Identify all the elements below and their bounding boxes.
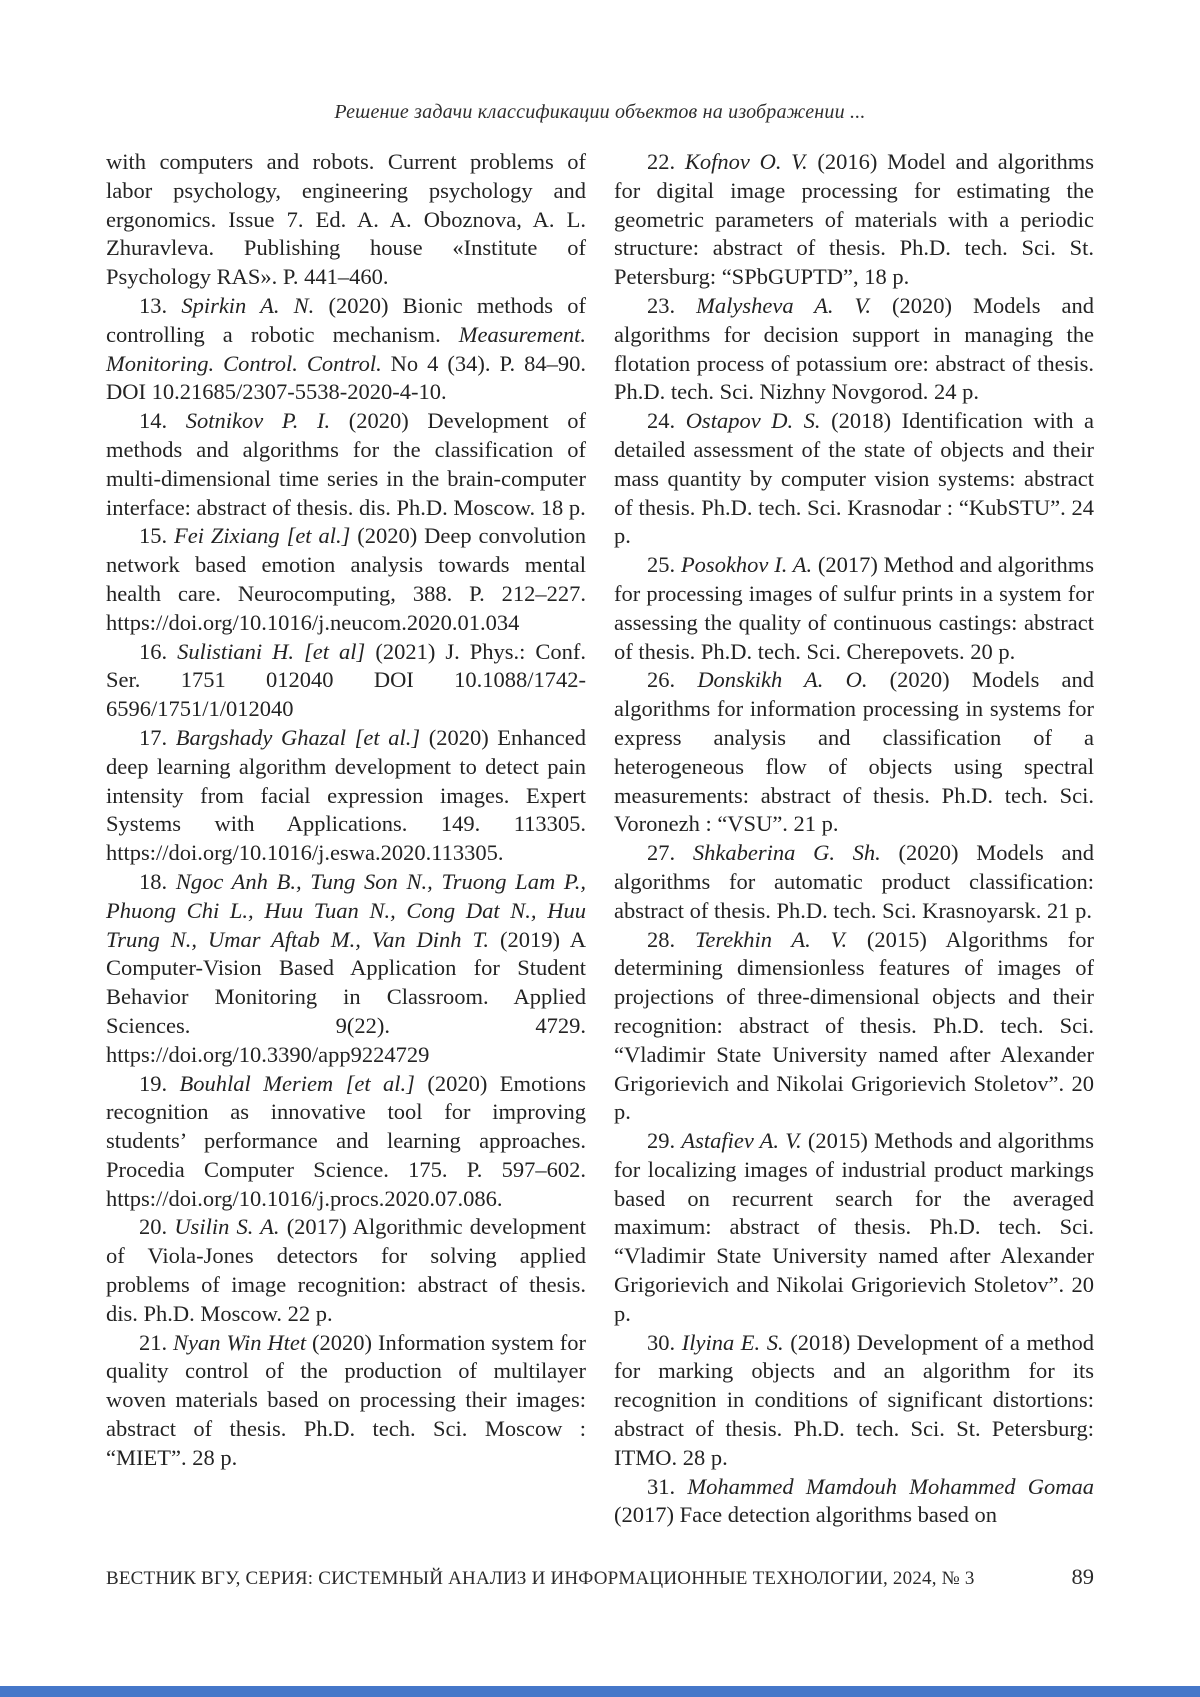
- reference-item: [106, 724, 586, 868]
- reference-item: [106, 1213, 586, 1328]
- reference-authors: Ostapov D. S.: [685, 408, 821, 434]
- reference-text: 19.: [139, 1070, 180, 1096]
- bottom-accent-bar: [0, 1686, 1200, 1697]
- reference-authors: Astafiev A. V.: [681, 1128, 802, 1154]
- references-content: [106, 148, 1094, 1530]
- reference-text: (2015) Methods and algorithms for localizing images of industrial product markings based on recurrent search for the averaged maximum: abstract of thesis. Ph.D. tech. Sci. “Vladimir State University named after Alexander Grigorievich and Nikolai Grigorievich Stoletov”. 20 p.: [614, 1128, 1094, 1326]
- reference-text: 28.: [647, 926, 695, 952]
- journal-title-line: ВЕСТНИК ВГУ, СЕРИЯ: СИСТЕМНЫЙ АНАЛИЗ И ИНФОРМАЦИОННЫЕ ТЕХНОЛОГИИ, 2024, № 3: [106, 1568, 975, 1589]
- reference-text: 20.: [139, 1214, 175, 1240]
- reference-text: 31.: [647, 1473, 688, 1499]
- reference-authors: Measurement. Monitoring. Control. Control.: [106, 321, 586, 376]
- reference-text: (2017) Method and algorithms for processing images of sulfur prints in a system for assessing the quality of continuous castings: abstract of thesis. Ph.D. tech. Sci. Cherepovets. 20 p.: [614, 552, 1094, 664]
- reference-text: 16.: [139, 638, 178, 664]
- reference-item: [106, 868, 586, 1070]
- reference-text: 23.: [647, 292, 697, 318]
- reference-text: (2020) Emotions recognition as innovative tool for improving students’ performance and learning approaches. Procedia Computer Science. 175. P. 597–602. https://doi.org/10.1016/j.procs.2020.07.086.: [106, 1070, 586, 1211]
- reference-authors: Ilyina E. S.: [681, 1329, 784, 1355]
- reference-item: [614, 292, 1094, 407]
- reference-text: (2020) Information system for quality control of the production of multilayer woven materials based on processing their images: abstract of thesis. Ph.D. tech. Sci. Moscow : “MIET”. 28 p.: [106, 1329, 586, 1470]
- reference-text: 17.: [139, 724, 176, 750]
- reference-item: [614, 926, 1094, 1128]
- page-number: 89: [1071, 1564, 1094, 1589]
- reference-text: 25.: [647, 552, 681, 578]
- reference-authors: Sotnikov P. I.: [185, 408, 331, 434]
- reference-authors: Spirkin A. N.: [181, 292, 315, 318]
- reference-authors: Nyan Win Htet: [173, 1329, 307, 1355]
- reference-text: 29.: [647, 1128, 682, 1154]
- reference-text: (2020) Models and algorithms for decision support in managing the flotation process of potassium ore: abstract of thesis. Ph.D. tech. Sci. Nizhny Novgorod. 24 p.: [614, 292, 1094, 405]
- reference-text: (2020) Development of methods and algorithms for the classification of multi-dimensional time series in the brain-computer interface: abstract of thesis. dis. Ph.D. Moscow. 18 p.: [106, 408, 587, 520]
- reference-item: [614, 666, 1094, 839]
- reference-text: 22.: [647, 149, 685, 174]
- reference-text: (2020) Enhanced deep learning algorithm development to detect pain intensity from facial expression images. Expert Systems with Applications. 149. 113305. https://doi.org/10.1016/j.eswa.2020.113305.: [106, 724, 586, 866]
- reference-authors: Usilin S. A.: [174, 1214, 280, 1240]
- reference-authors: Shkaberina G. Sh.: [692, 840, 881, 866]
- reference-authors: Mohammed Mamdouh Mohammed Gomaa: [687, 1473, 1094, 1499]
- reference-text: (2017) Algorithmic development of Viola-Jones detectors for solving applied problems of image recognition: abstract of thesis. dis. Ph.D. Moscow. 22 p.: [106, 1214, 586, 1326]
- reference-authors: Bouhlal Meriem [et al.]: [179, 1070, 415, 1096]
- reference-text: 26.: [647, 667, 698, 693]
- reference-authors: Terekhin A. V.: [694, 926, 848, 952]
- reference-text: (2020) Bionic methods of controlling a robotic mechanism.: [106, 292, 586, 347]
- references-column-right: [614, 148, 1094, 1530]
- reference-item: [106, 292, 586, 407]
- reference-text: (2021) J. Phys.: Conf. Ser. 1751 012040 DOI 10.1088/1742-6596/1751/1/012040: [106, 638, 587, 722]
- reference-item: [106, 148, 586, 292]
- reference-item: [614, 551, 1094, 666]
- reference-authors: Bargshady Ghazal [et al.]: [175, 724, 421, 750]
- reference-item: [614, 1127, 1094, 1329]
- reference-text: No 4 (34). P. 84–90. DOI 10.21685/2307-5538-2020-4-10.: [106, 350, 586, 405]
- reference-text: (2020) Deep convolution network based emotion analysis towards mental health care. Neurocomputing, 388. P. 212–227. https://doi.org/10.1016/j.neucom.2020.01.034: [106, 523, 586, 635]
- reference-authors: Donskikh A. O.: [697, 667, 868, 693]
- reference-authors: Sulistiani H. [et al]: [177, 638, 366, 664]
- reference-text: (2015) Algorithms for determining dimensionless features of images of projections of three-dimensional objects and their recognition: abstract of thesis. Ph.D. tech. Sci. “Vladimir State University named after Alexander Grigorievich and Nikolai Grigorievich Stoletov”. 20 p.: [614, 926, 1094, 1125]
- reference-text: (2020) Models and algorithms for automatic product classification: abstract of thesis. Ph.D. tech. Sci. Krasnoyarsk. 21 p.: [614, 840, 1094, 923]
- reference-text: (2016) Model and algorithms for digital image processing for estimating the geometric parameters of materials with a periodic structure: abstract of thesis. Ph.D. tech. Sci. St. Petersburg: “SPbGUPTD”, 18 p.: [614, 149, 1095, 290]
- reference-text: (2018) Development of a method for marking objects and an algorithm for its recognition in conditions of significant distortions: abstract of thesis. Ph.D. tech. Sci. St. Petersburg: ITMO. 28 p.: [614, 1329, 1094, 1470]
- reference-text: (2017) Face detection algorithms based on: [614, 1502, 998, 1528]
- reference-item: [614, 1329, 1094, 1473]
- reference-text: 18.: [139, 868, 176, 894]
- reference-text: 13.: [139, 292, 182, 318]
- reference-item: [614, 839, 1094, 925]
- reference-text: 30.: [647, 1329, 682, 1355]
- reference-item: [106, 1329, 586, 1473]
- reference-text: (2018) Identification with a detailed assessment of the state of objects and their mass quantity by computer vision systems: abstract of thesis. Ph.D. tech. Sci. Krasnodar : “KubSTU”. 24 p.: [614, 408, 1094, 549]
- reference-authors: Ngoc Anh B., Tung Son N., Truong Lam P., Phuong Chi L., Huu Tuan N., Cong Dat N., Huu Trung N., Umar Aftab M., Van Dinh T.: [106, 868, 586, 952]
- reference-item: [106, 1070, 586, 1214]
- reference-text: 27.: [647, 840, 693, 866]
- reference-text: (2020) Models and algorithms for information processing in systems for express analysis and classification of a heterogeneous flow of objects using spectral measurements: abstract of thesis. Ph.D. tech. Sci. Voronezh : “VSU”. 21 p.: [614, 667, 1094, 837]
- reference-authors: Malysheva A. V.: [696, 292, 872, 318]
- reference-item: [106, 638, 586, 724]
- reference-text: 24.: [647, 408, 686, 434]
- reference-text: (2019) A Computer-Vision Based Application for Student Behavior Monitoring in Classroom. Applied Sciences. 9(22). 4729. https://doi.org/10.3390/app9224729: [106, 926, 587, 1067]
- reference-authors: Posokhov I. A.: [680, 552, 813, 578]
- reference-item: [614, 148, 1094, 292]
- reference-item: [106, 407, 586, 522]
- page-footer: [106, 1564, 1094, 1590]
- reference-authors: Fei Zixiang [et al.]: [174, 523, 351, 549]
- reference-item: [614, 1473, 1094, 1531]
- reference-authors: Kofnov O. V.: [684, 149, 808, 174]
- reference-text: with computers and robots. Current problems of labor psychology, engineering psychology and ergonomics. Issue 7. Ed. A. A. Oboznova, A. L. Zhuravleva. Publishing house «Institute of Psychology RAS». P. 441–460.: [106, 149, 586, 290]
- reference-text: 14.: [139, 408, 186, 434]
- references-column-left: [106, 148, 586, 1530]
- reference-item: [614, 407, 1094, 551]
- running-head: Решение задачи классификации объектов на изображении ...: [334, 101, 866, 123]
- reference-item: [106, 522, 586, 637]
- reference-text: 15.: [139, 523, 175, 549]
- reference-text: 21.: [139, 1329, 174, 1355]
